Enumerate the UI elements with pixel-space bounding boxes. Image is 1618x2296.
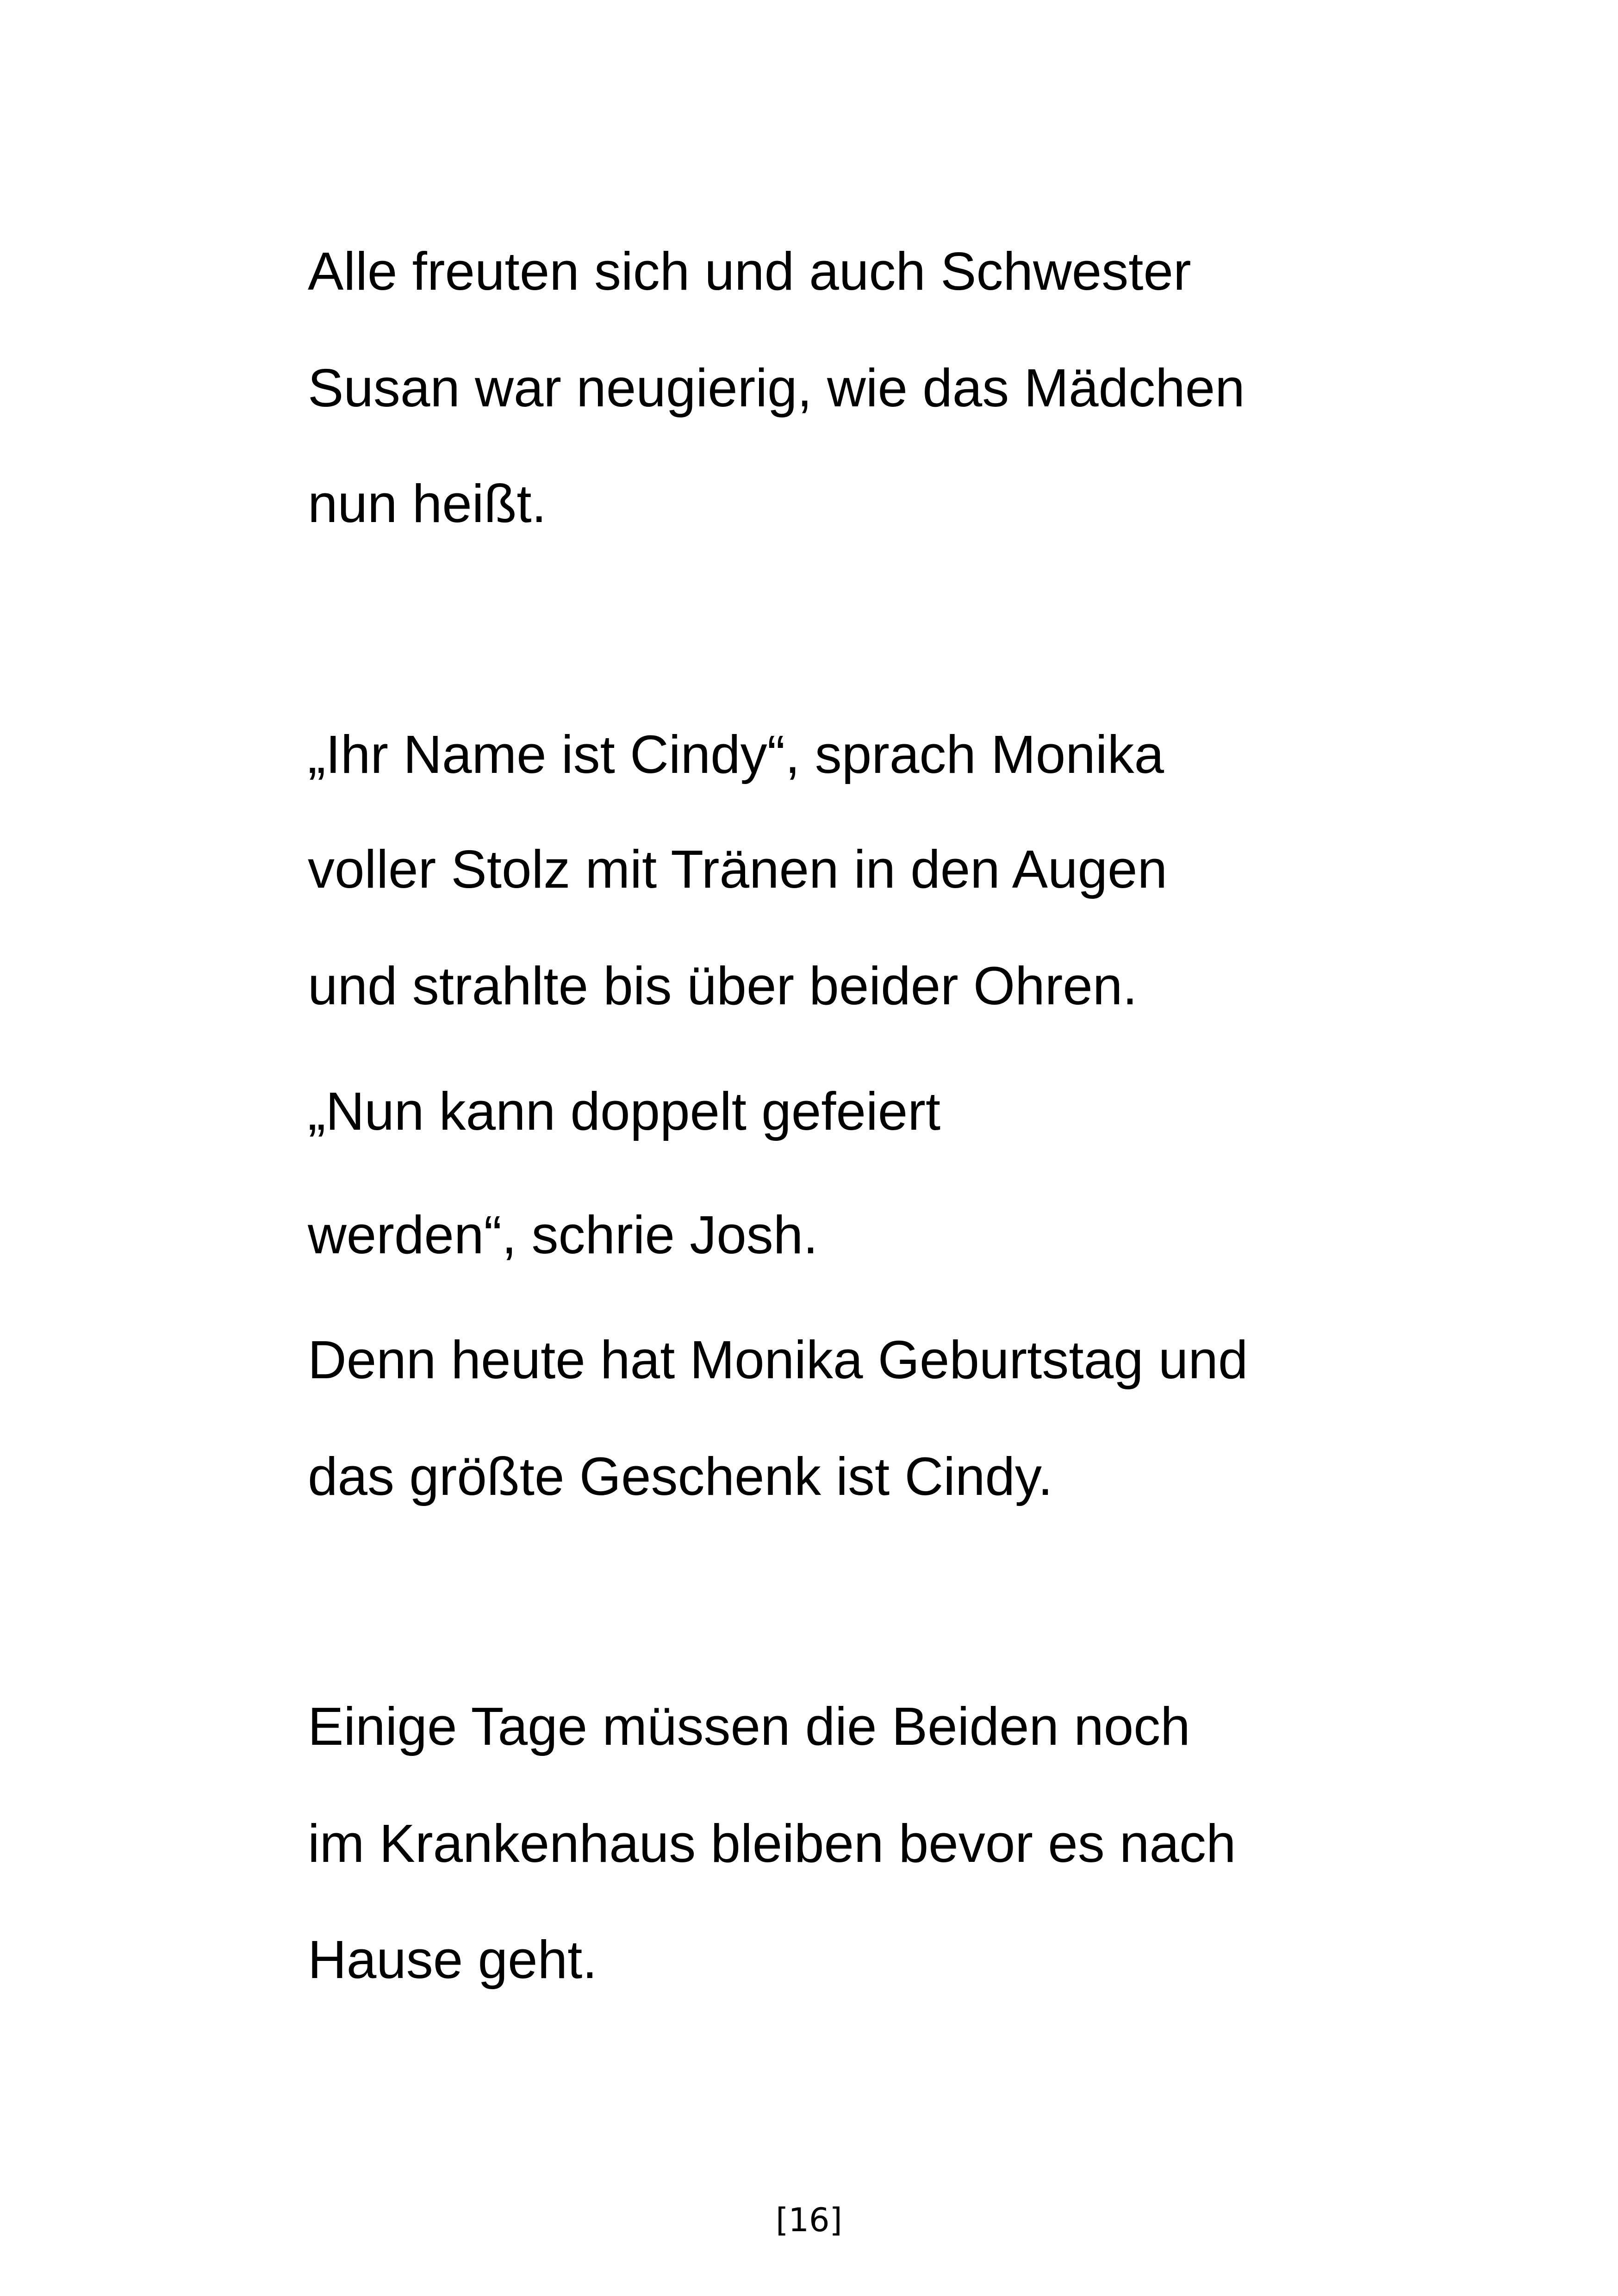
body-text-line: Susan war neugierig, wie das Mädchen (308, 358, 1245, 418)
body-text-line: Alle freuten sich und auch Schwester (308, 241, 1191, 301)
body-text-line: und strahlte bis über beider Ohren. (308, 956, 1138, 1016)
body-text-line: nun heißt. (308, 473, 547, 534)
body-text-line: „Ihr Name ist Cindy“, sprach Monika (308, 724, 1164, 784)
body-text-line: werden“, schrie Josh. (308, 1205, 818, 1265)
body-text-line: „Nun kann doppelt gefeiert (308, 1081, 941, 1141)
body-text-line: Einige Tage müssen die Beiden noch (308, 1696, 1190, 1756)
body-text-line: das größte Geschenk ist Cindy. (308, 1446, 1053, 1506)
body-text-line: Denn heute hat Monika Geburtstag und (308, 1330, 1248, 1390)
body-text-line: im Krankenhaus bleiben bevor es nach (308, 1813, 1236, 1873)
page-number: [16] (776, 2201, 842, 2239)
body-text-line: Hause geht. (308, 1929, 597, 1990)
body-text-line: voller Stolz mit Tränen in den Augen (308, 839, 1168, 899)
